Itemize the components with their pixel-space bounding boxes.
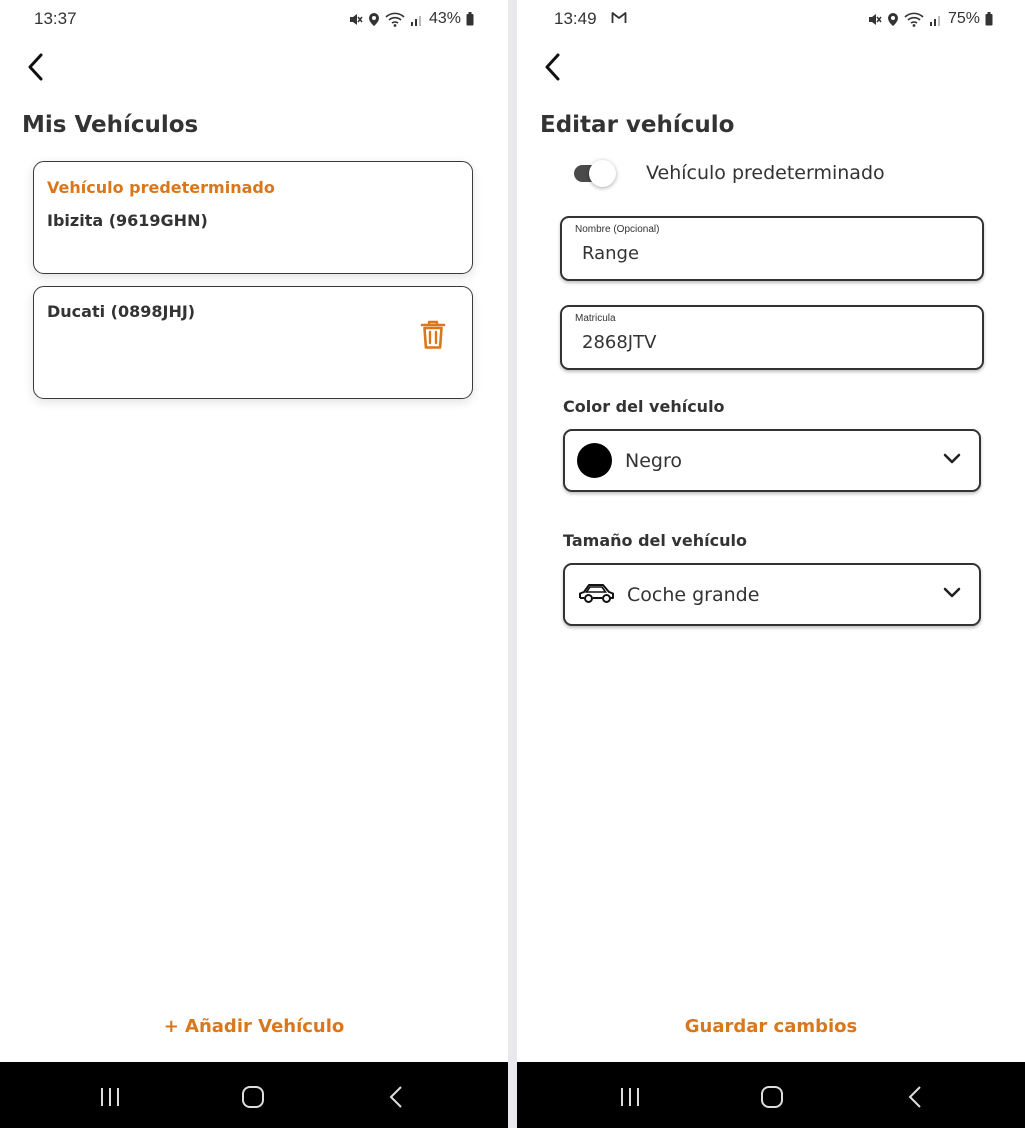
signal-icon — [410, 12, 424, 27]
location-icon — [368, 12, 380, 27]
default-vehicle-label: Vehículo predeterminado — [47, 178, 275, 197]
license-plate-field[interactable] — [560, 305, 984, 370]
default-vehicle-row — [572, 158, 885, 188]
recent-apps-icon — [98, 1086, 122, 1108]
home-button[interactable] — [233, 1082, 273, 1112]
home-button[interactable] — [752, 1082, 792, 1112]
vehicle-size-value: Coche grande — [627, 584, 760, 606]
mute-icon — [348, 12, 363, 27]
chevron-down-icon — [943, 587, 961, 599]
vehicle-card-default[interactable] — [33, 161, 473, 274]
system-back-button[interactable] — [895, 1082, 935, 1112]
system-back-icon — [908, 1085, 922, 1109]
page-title: Mis Vehículos — [22, 112, 199, 138]
default-vehicle-toggle-label: Vehículo predeterminado — [646, 162, 885, 184]
system-back-icon — [389, 1085, 403, 1109]
vehicle-name-label: Nombre (Opcional) — [575, 224, 660, 235]
status-bar — [0, 0, 508, 40]
battery-icon — [985, 12, 993, 26]
battery-percent: 75% — [947, 10, 980, 27]
vehicle-color-value: Negro — [625, 450, 682, 472]
chevron-down-icon — [943, 453, 961, 465]
back-arrow-icon — [27, 53, 43, 81]
gmail-icon — [611, 11, 627, 24]
location-icon — [887, 12, 899, 27]
license-plate-input[interactable] — [582, 332, 962, 353]
save-changes-button[interactable]: Guardar cambios — [684, 1016, 858, 1037]
vehicle-size-label: Tamaño del vehículo — [563, 531, 747, 550]
battery-icon — [466, 12, 474, 26]
add-vehicle-button[interactable]: + Añadir Vehículo — [163, 1016, 345, 1037]
recent-apps-icon — [618, 1086, 642, 1108]
recent-apps-button[interactable] — [610, 1082, 650, 1112]
vehicle-size-select[interactable] — [563, 563, 981, 626]
license-plate-label: Matricula — [575, 313, 616, 324]
vehicle-name: Ibizita (9619GHN) — [47, 211, 208, 230]
mute-icon — [867, 12, 882, 27]
status-time: 13:37 — [34, 9, 77, 28]
wifi-icon — [385, 12, 405, 27]
status-bar — [517, 0, 1025, 40]
toggle-thumb — [589, 160, 616, 187]
status-icons — [867, 10, 993, 28]
home-icon — [241, 1085, 265, 1109]
back-button[interactable] — [535, 50, 569, 84]
edit-vehicle-screen — [517, 0, 1025, 1128]
status-time: 13:49 — [554, 9, 597, 28]
trash-icon — [420, 320, 446, 350]
vehicle-color-label: Color del vehículo — [563, 397, 725, 416]
vehicle-card[interactable] — [33, 286, 473, 399]
system-nav-bar — [517, 1062, 1025, 1128]
wifi-icon — [904, 12, 924, 27]
back-button[interactable] — [18, 50, 52, 84]
color-swatch — [577, 443, 612, 478]
home-icon — [760, 1085, 784, 1109]
vehicle-name: Ducati (0898JHJ) — [47, 302, 196, 321]
status-icons — [348, 10, 474, 28]
page-title: Editar vehículo — [540, 112, 735, 138]
system-back-button[interactable] — [376, 1082, 416, 1112]
system-nav-bar — [0, 1062, 508, 1128]
delete-vehicle-button[interactable] — [420, 320, 446, 350]
vehicle-name-input[interactable] — [582, 243, 962, 264]
signal-icon — [929, 12, 943, 27]
battery-percent: 43% — [428, 10, 461, 27]
back-arrow-icon — [544, 53, 560, 81]
vehicles-list-screen — [0, 0, 508, 1128]
vehicle-color-select[interactable] — [563, 429, 981, 492]
recent-apps-button[interactable] — [90, 1082, 130, 1112]
default-vehicle-toggle[interactable] — [572, 158, 616, 188]
car-icon — [577, 580, 617, 606]
vehicle-name-field[interactable] — [560, 216, 984, 281]
